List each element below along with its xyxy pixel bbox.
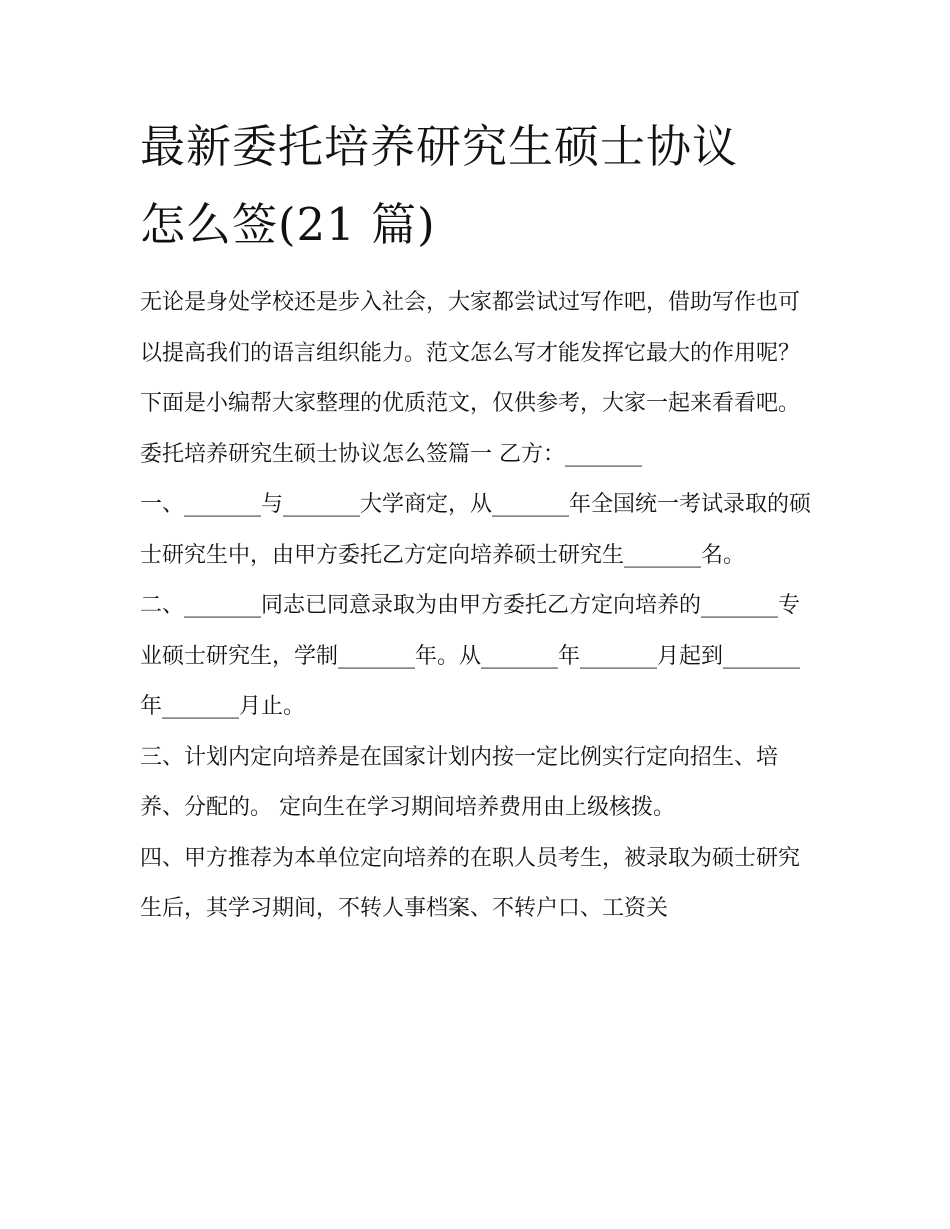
paragraph-clause-2: 二、_______同志已同意录取为由甲方委托乙方定向培养的_______专业硕士研究生，学制_______年。从_______年_______月起到_______年_______月止。 xyxy=(140,593,801,719)
paragraph-clause-4: 四、甲方推荐为本单位定向培养的在职人员考生，被录取为硕士研究生后，其学习期间，不转人事档案、不转户口、工资关 xyxy=(140,845,801,921)
paragraph-intro: 无论是身处学校还是步入社会，大家都尝试过写作吧，借助写作也可以提高我们的语言组织能力。范文怎么写才能发挥它最大的作用呢？下面是小编帮大家整理的优质范文，仅供参考，大家一起来看看吧。 xyxy=(140,290,801,416)
paragraph-clause-3: 三、计划内定向培养是在国家计划内按一定比例实行定向招生、培养、分配的。 定向生在学习期间培养费用由上级核拨。 xyxy=(140,744,779,820)
paragraph-clause-1: 一、_______与_______大学商定，从_______年全国统一考试录取的硕士研究生中，由甲方委托乙方定向培养硕士研究生_______名。 xyxy=(140,492,812,568)
document-title xyxy=(140,108,820,264)
title-line-2: 怎么签(21 篇) xyxy=(140,198,436,251)
paragraph-heading: 委托培养研究生硕士协议怎么签篇一 乙方：_______ xyxy=(140,441,642,467)
document-body xyxy=(140,278,815,935)
title-line-1: 最新委托培养研究生硕士协议 xyxy=(140,120,739,173)
